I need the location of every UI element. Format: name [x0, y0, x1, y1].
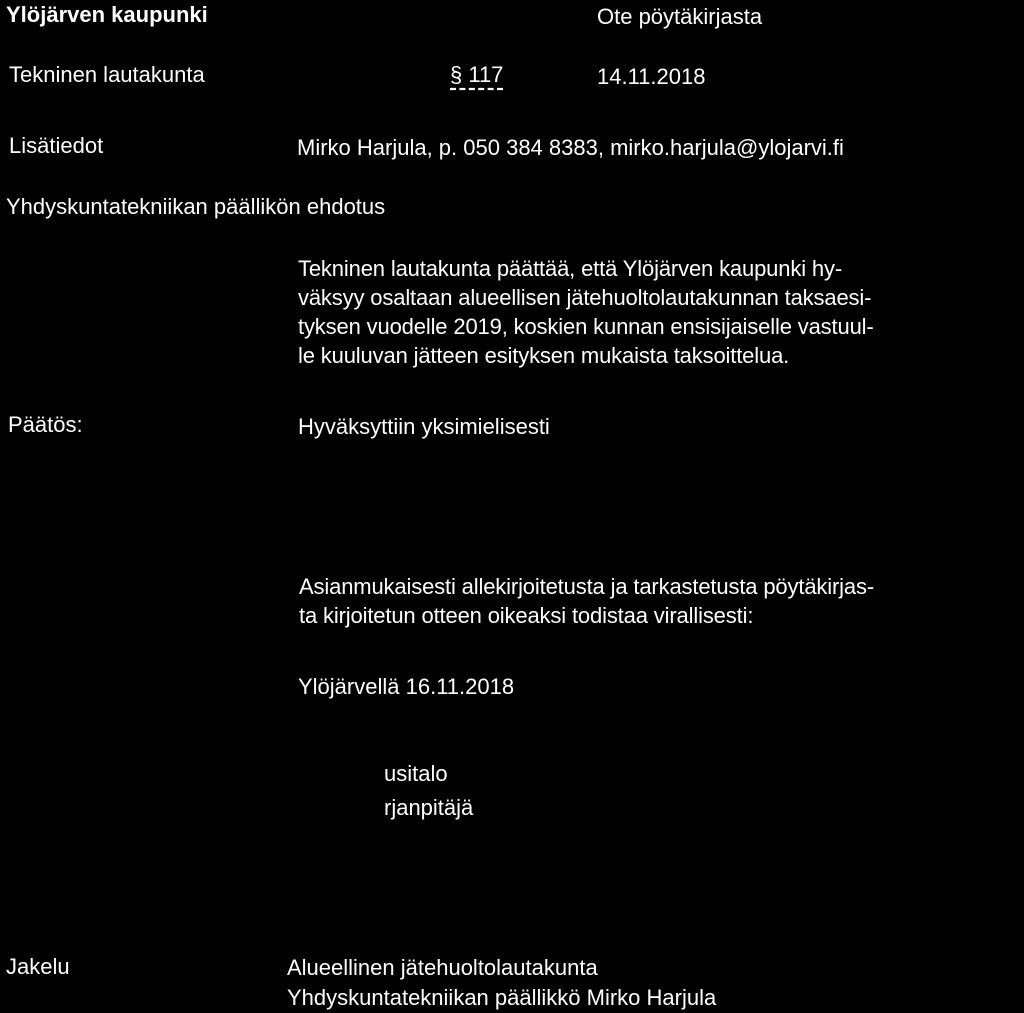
distribution-recipient: Alueellinen jätehuoltolautakunta	[287, 955, 598, 980]
proposal-heading: Yhdyskuntatekniikan päällikön ehdotus	[6, 194, 386, 219]
section-number: § 117	[450, 62, 504, 87]
proposal-line: tyksen vuodelle 2019, koskien kunnan ensisijaiselle vastuul-	[298, 314, 874, 339]
certification-line: ta kirjoitetun otteen oikeaksi todistaa virallisesti:	[299, 603, 754, 628]
committee-name: Tekninen lautakunta	[9, 62, 205, 87]
certification-place-date: Ylöjärvellä 16.11.2018	[298, 674, 515, 699]
proposal-line: väksyy osaltaan alueellisen jätehuoltolautakunnan taksaesi-	[298, 285, 872, 310]
proposal-line: le kuuluvan jätteen esityksen mukaista taksoittelua.	[298, 343, 790, 368]
document-type: Ote pöytäkirjasta	[597, 4, 763, 29]
decision-text: Hyväksyttiin yksimielisesti	[298, 414, 550, 439]
contact-details: Mirko Harjula, p. 050 384 8383, mirko.harjula@ylojarvi.fi	[297, 135, 844, 160]
meeting-date: 14.11.2018	[597, 64, 706, 89]
certification-text	[299, 572, 874, 630]
distribution-label: Jakelu	[6, 954, 70, 979]
certification-line: Asianmukaisesti allekirjoitetusta ja tarkastetusta pöytäkirjas-	[299, 574, 875, 599]
contact-label: Lisätiedot	[9, 133, 104, 158]
distribution-recipient: Yhdyskuntatekniikan päällikkö Mirko Harjula	[287, 985, 717, 1010]
organization-name: Ylöjärven kaupunki	[6, 2, 208, 27]
signer-name: usitalo	[384, 761, 448, 786]
signer-title: rjanpitäjä	[384, 795, 474, 820]
proposal-line: Tekninen lautakunta päättää, että Ylöjärven kaupunki hy-	[298, 256, 843, 281]
decision-label: Päätös:	[8, 412, 83, 437]
proposal-text	[298, 254, 874, 370]
